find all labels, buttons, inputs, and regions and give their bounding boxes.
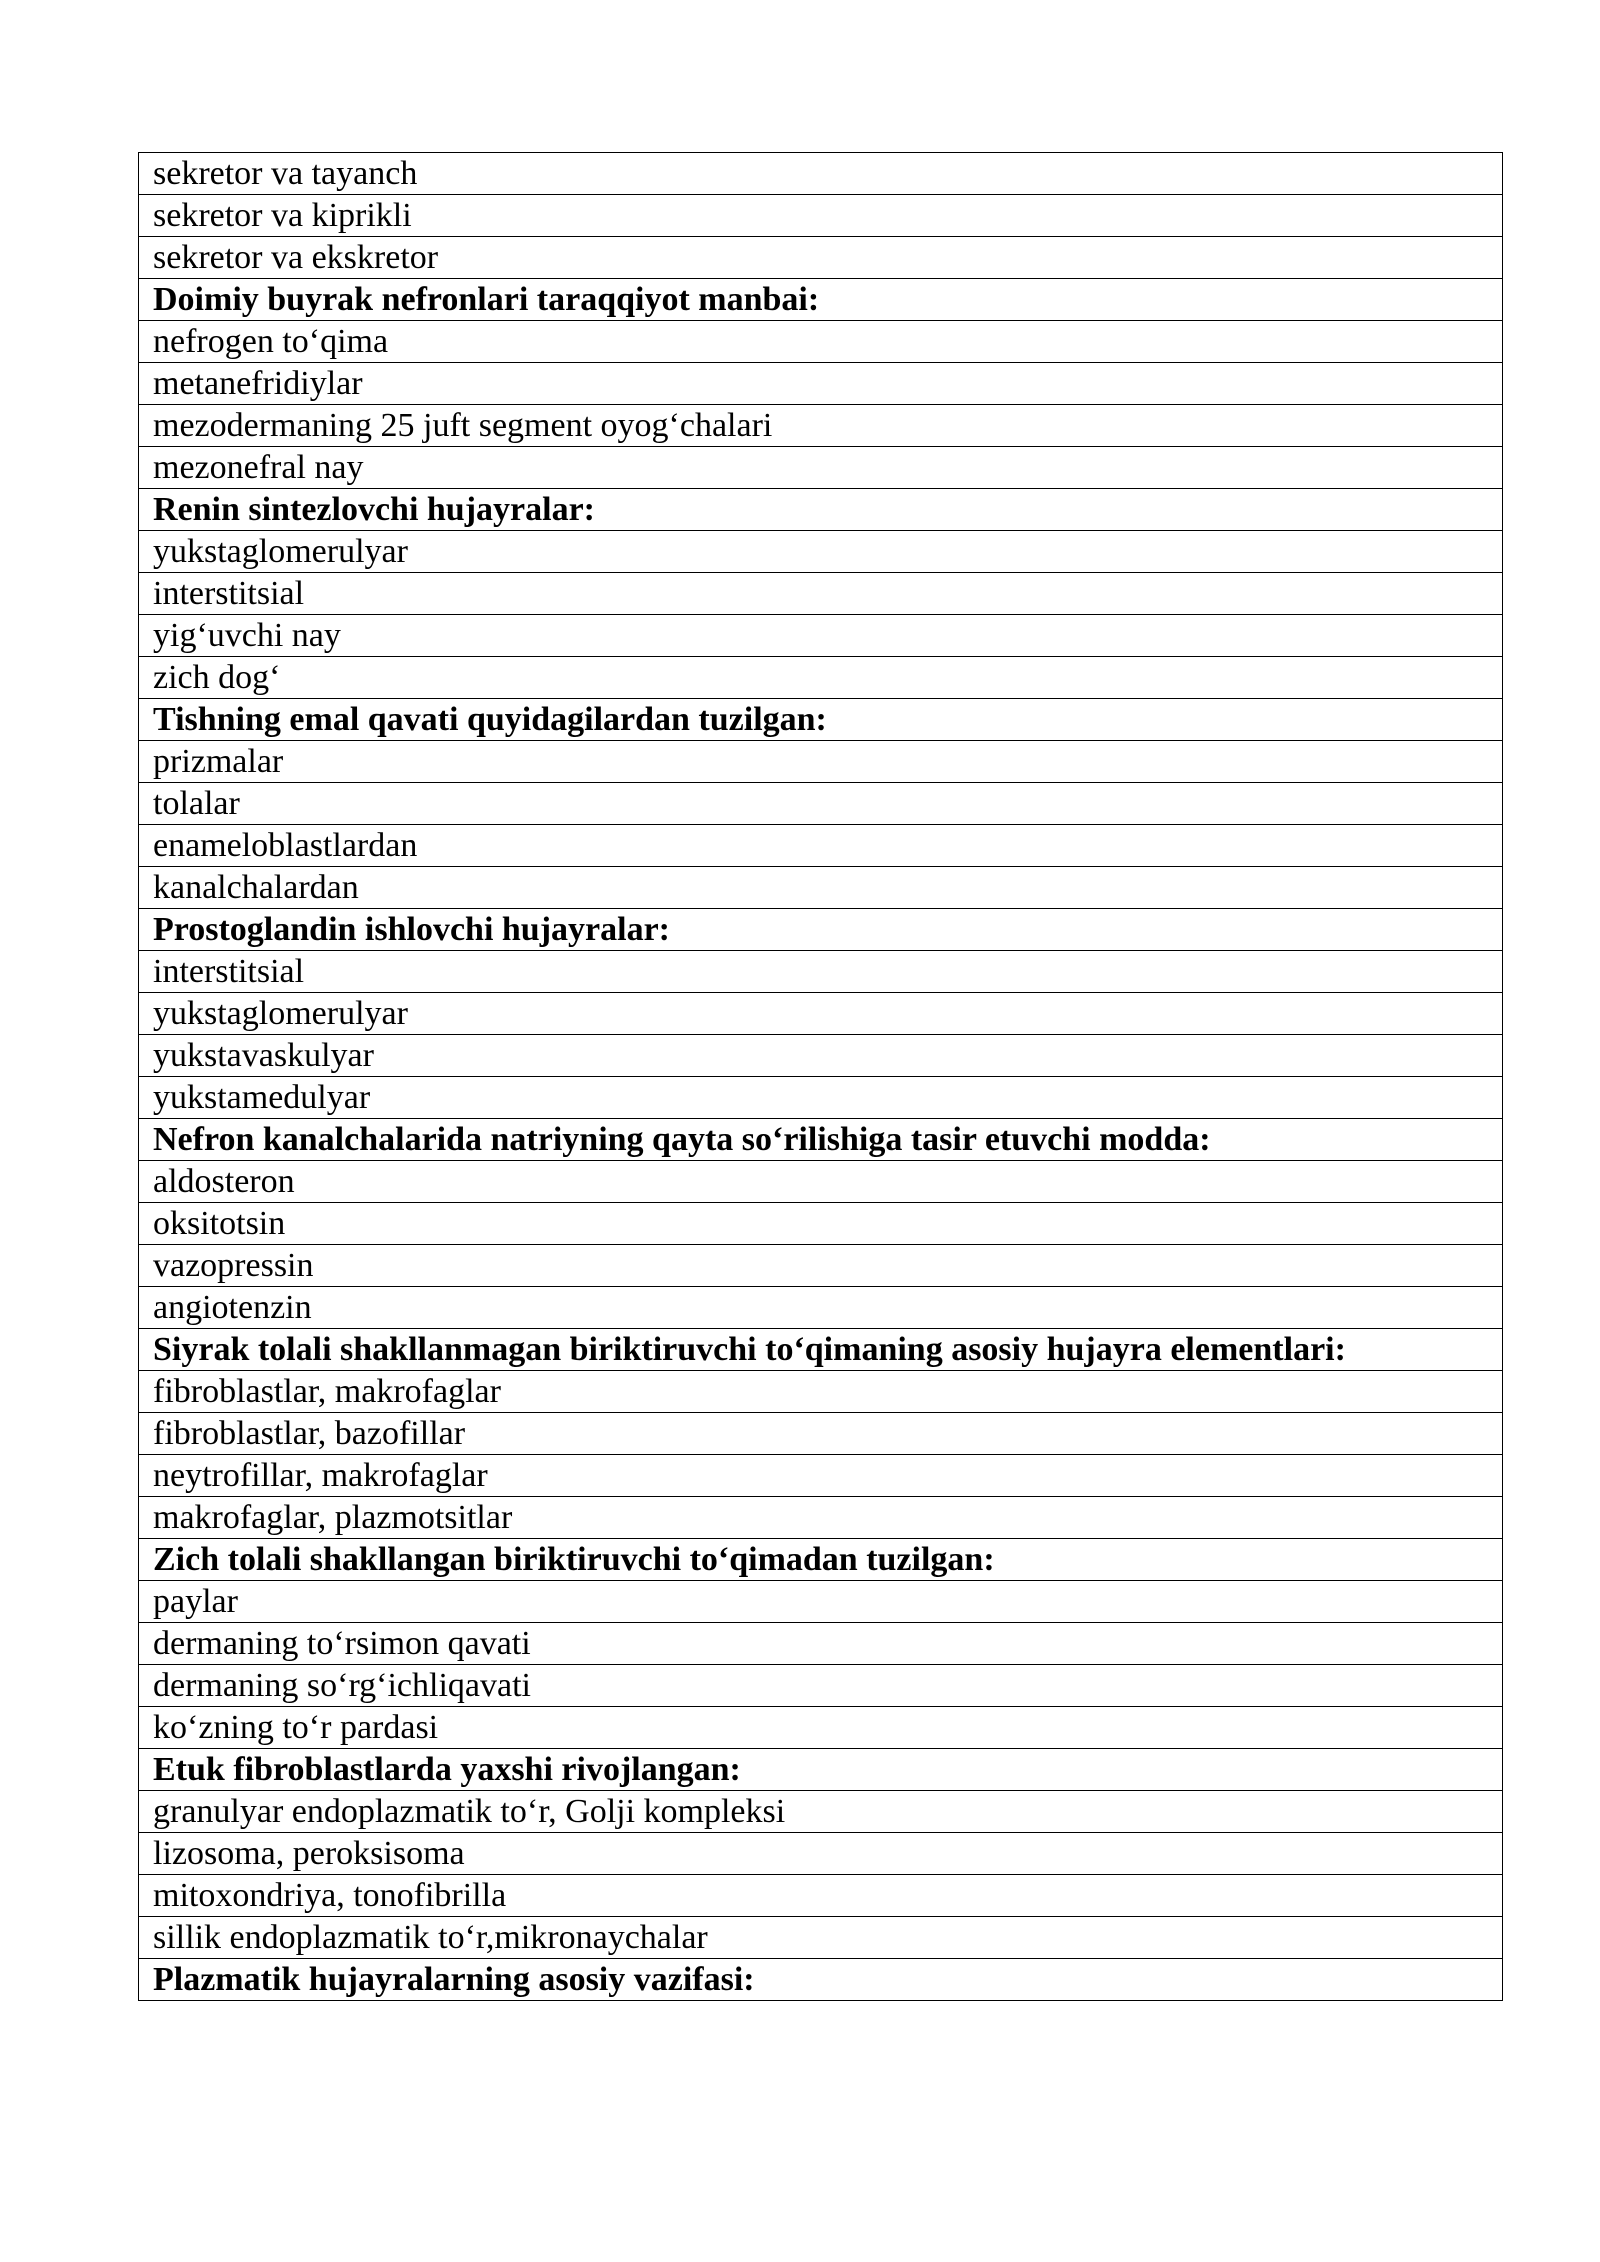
question-row — [139, 489, 1503, 531]
answer-row — [139, 1917, 1503, 1959]
answer-option-text: fibroblastlar, makrofaglar — [139, 1371, 1503, 1413]
question-text: Prostoglandin ishlovchi hujayralar: — [139, 909, 1503, 951]
answer-row — [139, 1707, 1503, 1749]
answer-row — [139, 1623, 1503, 1665]
answer-option-text: tolalar — [139, 783, 1503, 825]
answer-option-text: zich dog‘ — [139, 657, 1503, 699]
question-row — [139, 1749, 1503, 1791]
answer-option-text: yukstavaskulyar — [139, 1035, 1503, 1077]
answer-row — [139, 1791, 1503, 1833]
questions-table-body — [139, 153, 1503, 2001]
answer-row — [139, 573, 1503, 615]
answer-row — [139, 1203, 1503, 1245]
answer-option-text: ko‘zning to‘r pardasi — [139, 1707, 1503, 1749]
answer-option-text: dermaning so‘rg‘ichliqavati — [139, 1665, 1503, 1707]
answer-option-text: nefrogen to‘qima — [139, 321, 1503, 363]
answer-option-text: mezodermaning 25 juft segment oyog‘chalari — [139, 405, 1503, 447]
answer-option-text: sillik endoplazmatik to‘r,mikronaychalar — [139, 1917, 1503, 1959]
answer-option-text: kanalchalardan — [139, 867, 1503, 909]
answer-row — [139, 867, 1503, 909]
answer-option-text: yukstaglomerulyar — [139, 531, 1503, 573]
answer-option-text: neytrofillar, makrofaglar — [139, 1455, 1503, 1497]
answer-row — [139, 1455, 1503, 1497]
question-row — [139, 1119, 1503, 1161]
answer-row — [139, 405, 1503, 447]
answer-row — [139, 153, 1503, 195]
question-text: Siyrak tolali shakllanmagan biriktiruvchi to‘qimaning asosiy hujayra elementlari: — [139, 1329, 1503, 1371]
question-text: Plazmatik hujayralarning asosiy vazifasi: — [139, 1959, 1503, 2001]
answer-row — [139, 825, 1503, 867]
answer-option-text: fibroblastlar, bazofillar — [139, 1413, 1503, 1455]
answer-row — [139, 951, 1503, 993]
answer-row — [139, 993, 1503, 1035]
answer-option-text: angiotenzin — [139, 1287, 1503, 1329]
answer-row — [139, 1371, 1503, 1413]
questions-table — [138, 152, 1503, 2001]
answer-row — [139, 1287, 1503, 1329]
question-text: Tishning emal qavati quyidagilardan tuzilgan: — [139, 699, 1503, 741]
answer-row — [139, 1581, 1503, 1623]
answer-row — [139, 1833, 1503, 1875]
answer-row — [139, 1875, 1503, 1917]
answer-option-text: interstitsial — [139, 573, 1503, 615]
question-row — [139, 699, 1503, 741]
answer-row — [139, 741, 1503, 783]
question-row — [139, 909, 1503, 951]
answer-option-text: oksitotsin — [139, 1203, 1503, 1245]
answer-option-text: vazopressin — [139, 1245, 1503, 1287]
question-text: Etuk fibroblastlarda yaxshi rivojlangan: — [139, 1749, 1503, 1791]
answer-row — [139, 195, 1503, 237]
answer-row — [139, 657, 1503, 699]
answer-option-text: dermaning to‘rsimon qavati — [139, 1623, 1503, 1665]
answer-option-text: sekretor va ekskretor — [139, 237, 1503, 279]
question-row — [139, 1329, 1503, 1371]
answer-option-text: aldosteron — [139, 1161, 1503, 1203]
answer-option-text: paylar — [139, 1581, 1503, 1623]
answer-option-text: enameloblastlardan — [139, 825, 1503, 867]
answer-row — [139, 237, 1503, 279]
answer-row — [139, 1497, 1503, 1539]
answer-option-text: yukstaglomerulyar — [139, 993, 1503, 1035]
question-text: Nefron kanalchalarida natriyning qayta so‘rilishiga tasir etuvchi modda: — [139, 1119, 1503, 1161]
answer-row — [139, 783, 1503, 825]
answer-option-text: sekretor va tayanch — [139, 153, 1503, 195]
answer-option-text: sekretor va kiprikli — [139, 195, 1503, 237]
answer-option-text: mezonefral nay — [139, 447, 1503, 489]
answer-row — [139, 321, 1503, 363]
answer-row — [139, 363, 1503, 405]
question-text: Doimiy buyrak nefronlari taraqqiyot manbai: — [139, 279, 1503, 321]
answer-option-text: prizmalar — [139, 741, 1503, 783]
answer-row — [139, 531, 1503, 573]
answer-option-text: interstitsial — [139, 951, 1503, 993]
answer-row — [139, 1413, 1503, 1455]
answer-option-text: metanefridiylar — [139, 363, 1503, 405]
answer-option-text: granulyar endoplazmatik to‘r, Golji kompleksi — [139, 1791, 1503, 1833]
answer-row — [139, 1665, 1503, 1707]
answer-row — [139, 615, 1503, 657]
question-text: Zich tolali shakllangan biriktiruvchi to‘qimadan tuzilgan: — [139, 1539, 1503, 1581]
answer-option-text: yig‘uvchi nay — [139, 615, 1503, 657]
question-text: Renin sintezlovchi hujayralar: — [139, 489, 1503, 531]
answer-row — [139, 1161, 1503, 1203]
question-row — [139, 1959, 1503, 2001]
question-row — [139, 279, 1503, 321]
answer-option-text: yukstamedulyar — [139, 1077, 1503, 1119]
answer-row — [139, 1077, 1503, 1119]
answer-row — [139, 447, 1503, 489]
answer-option-text: lizosoma, peroksisoma — [139, 1833, 1503, 1875]
answer-row — [139, 1245, 1503, 1287]
answer-row — [139, 1035, 1503, 1077]
answer-option-text: makrofaglar, plazmotsitlar — [139, 1497, 1503, 1539]
answer-option-text: mitoxondriya, tonofibrilla — [139, 1875, 1503, 1917]
question-row — [139, 1539, 1503, 1581]
